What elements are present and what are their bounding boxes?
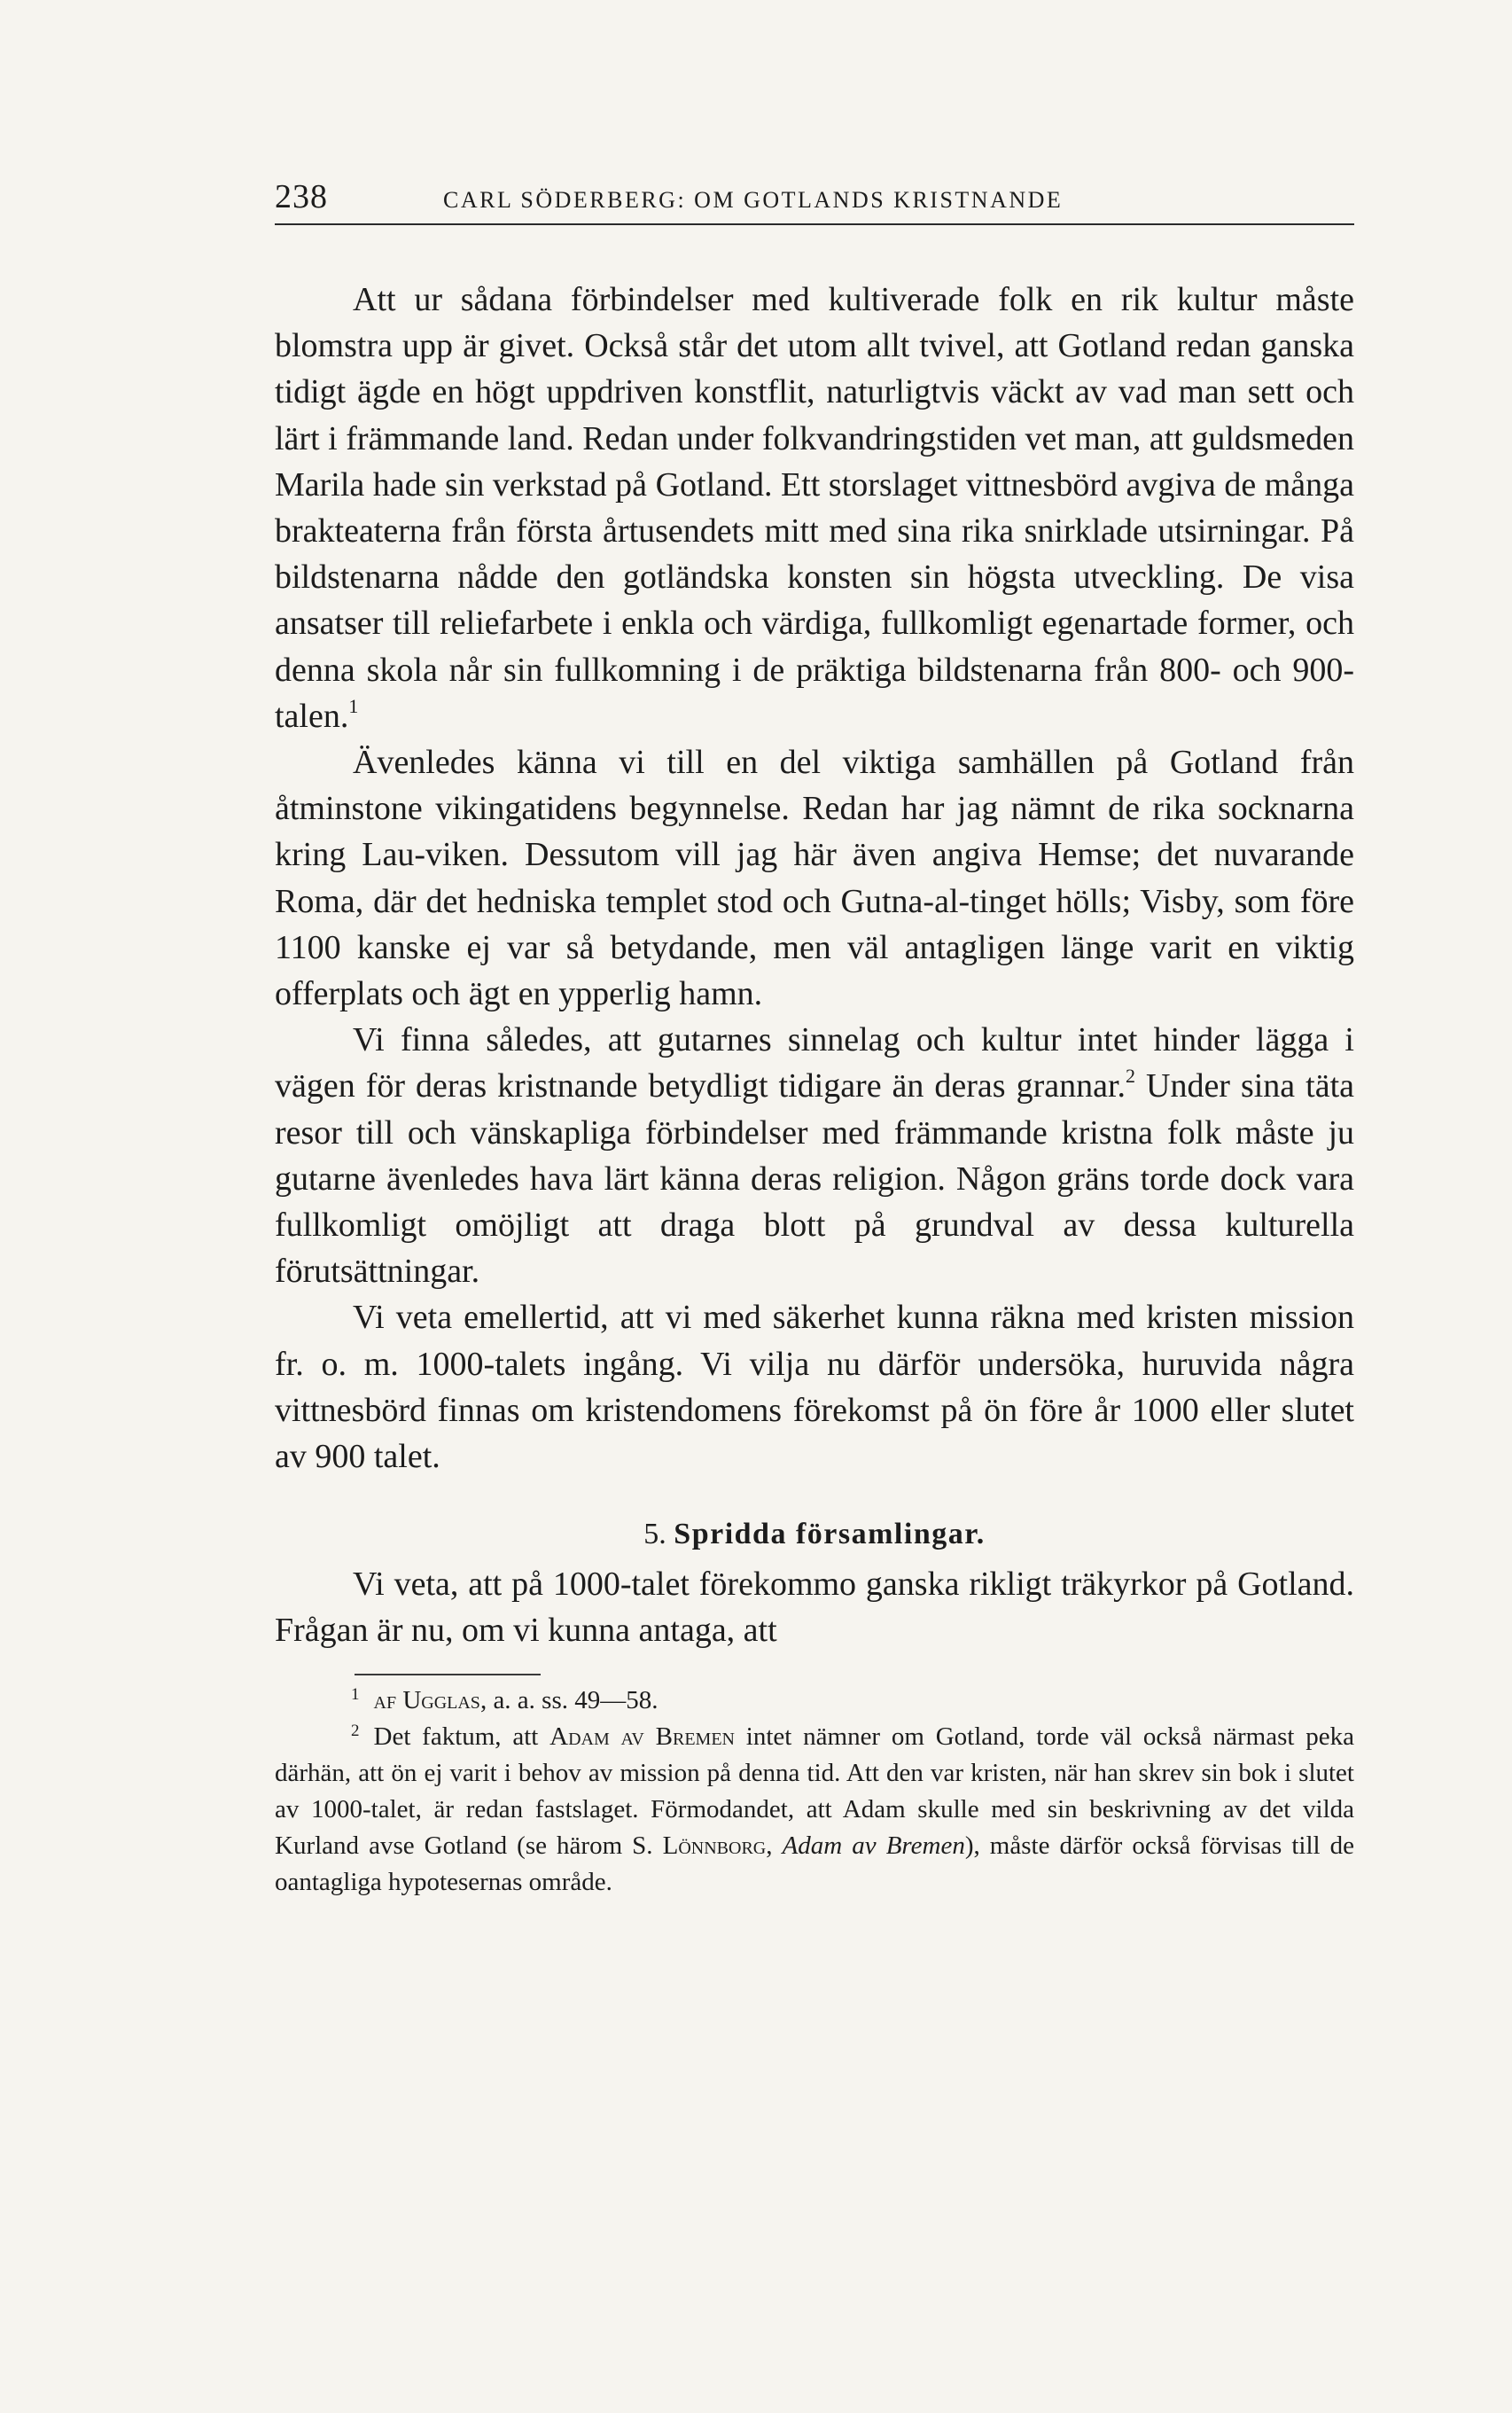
paragraph-text: Vi veta emellertid, att vi med säkerhet kunna räkna med kristen mission fr. o. m. 1000-talets ingång. Vi vilja nu därför undersöka, huruvida några vittnesbörd finnas om kristendomens förekomst på ön före år 1000 eller slutet av 900 talet.: [275, 1299, 1354, 1476]
footnote-2: [275, 1719, 1354, 1901]
footnote-name-lonnborg: Lönnborg: [662, 1831, 767, 1860]
paragraph-text: Ävenledes känna vi till en del viktiga samhällen på Gotland från åtminstone vikingatidens begynnelse. Redan har jag nämnt de rika socknarna kring Lau-viken. Dessutom vill jag här även angiva Hemse; det nuvarande Roma, där det hedniska templet stod och Gutna-al-tinget hölls; Visby, som före 1100 kanske ej var så betydande, men väl antagligen länge varit en viktig offerplats och ägt en ypperlig hamn.: [275, 744, 1354, 1013]
footnotes: [275, 1683, 1354, 1901]
footnote-mark: 2: [351, 1721, 360, 1740]
section-number: 5.: [643, 1518, 666, 1551]
body-text: [275, 277, 1354, 1654]
footnote-name-adam: Adam av Bremen: [549, 1722, 735, 1751]
footnote-author: af Ugglas: [373, 1685, 480, 1714]
paragraph-art: [275, 277, 1354, 739]
footnote-text: Det faktum, att: [373, 1722, 550, 1751]
running-title: CARL SÖDERBERG: OM GOTLANDS KRISTNANDE: [443, 187, 1064, 213]
paragraph-text: Att ur sådana förbindelser med kultiverade folk en rik kultur måste blomstra upp är givet. Också står det utom allt tvivel, att Gotland redan ganska tidigt ägde en högt uppdriven konstflit, naturligtvis väckt av vad man sett och lärt i främmande land. Redan under folkvandringstiden vet man, att guldsmeden Marila hade sin verkstad på Gotland. Ett storslaget vittnesbörd avgiva de många brakteaterna från första årtusendets mitt med sina rika snirklade utsirningar. På bildstenarna nådde den gotländska konsten sin högsta utveckling. De visa ansatser till reliefarbete i enkla och värdiga, fullkomligt egenartade former, och denna skola når sin fullkomning i de präktiga bildstenarna från 800- och 900-talen.: [275, 281, 1354, 735]
paragraph-text: Vi veta, att på 1000-talet förekommo ganska rikligt träkyrkor på Gotland. Frågan är nu, om vi kunna antaga, att: [275, 1566, 1354, 1650]
footnote-text: intet nämner om Gotland, torde väl också närmast peka därhän, att ön ej varit i behov av mission på denna tid. Att den var kristen, när han skrev sin bok i slutet av 1000-talet, är redan fastslaget. Förmodandet, att Adam skulle med sin beskrivning av det vilda Kurland avse Gotland (se härom S.: [275, 1722, 1354, 1860]
footnote-divider: [355, 1674, 541, 1675]
footnote-ref-1[interactable]: 1: [348, 694, 359, 717]
paragraph-wooden-churches: [275, 1561, 1354, 1653]
paragraph-mission: [275, 1294, 1354, 1480]
paragraph-settlements: [275, 739, 1354, 1017]
paragraph-text: Vi finna således, att gutarnes sinnelag och kultur intet hinder lägga i vägen för deras kristnande betydligt tidigare än deras grannar.: [275, 1021, 1354, 1105]
running-header: [275, 177, 1354, 225]
footnote-text: , a. a. ss. 49—58.: [479, 1685, 659, 1714]
footnote-text: ), måste därför också förvisas till de oantagliga hypotesernas område.: [275, 1831, 1355, 1896]
page-number: 238: [275, 178, 328, 215]
book-page: [275, 177, 1354, 1901]
footnote-1: [275, 1683, 1354, 1719]
paragraph-text-continued: Under sina täta resor till och vänskapliga förbindelser med främmande kristna folk måste ju gutarne ävenledes hava lärt känna deras religion. Någon gräns torde dock vara fullkomligt omöjligt att draga blott på grundval av dessa kulturella förutsättningar.: [275, 1067, 1354, 1291]
footnote-ref-2[interactable]: 2: [1126, 1065, 1136, 1088]
footnote-mark: 1: [351, 1684, 360, 1704]
paragraph-conversion: [275, 1017, 1354, 1294]
section-title: Spridda församlingar.: [674, 1518, 986, 1551]
footnote-book-title: Adam av Bremen: [782, 1831, 965, 1860]
section-heading: [275, 1511, 1354, 1558]
footnote-text: ,: [766, 1831, 783, 1860]
